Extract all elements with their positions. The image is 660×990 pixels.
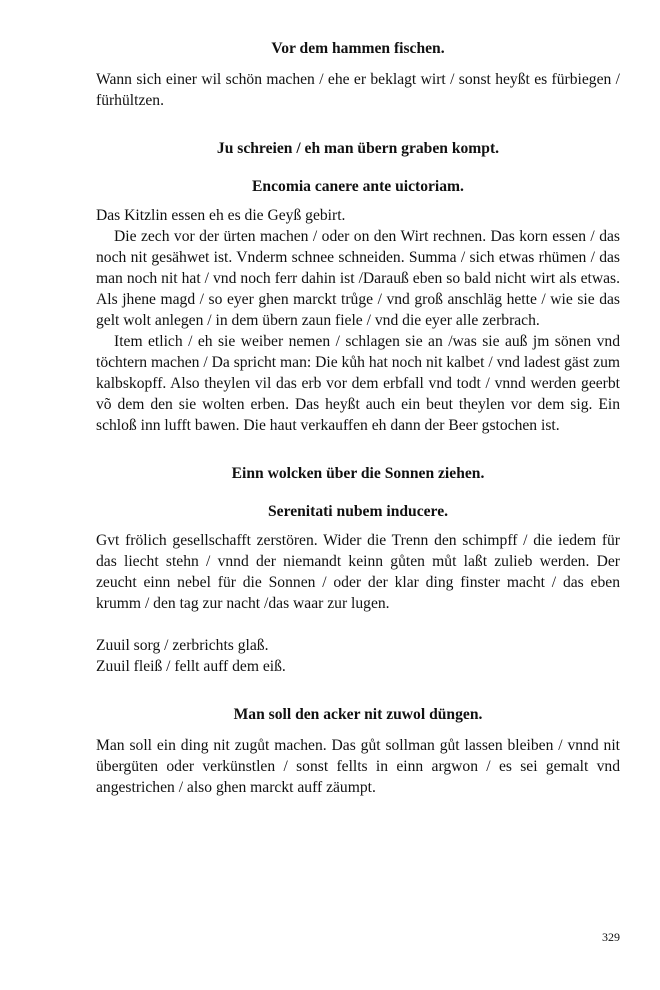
paragraph: Wann sich einer wil schön machen / ehe er beklagt wirt / sonst heyßt es fürbiegen / fürhültzen.	[96, 71, 620, 109]
section-subheading: Serenitati nubem inducere.	[267, 503, 449, 520]
paragraph: Gvt frölich gesellschafft zerstören. Wider die Trenn den schimpff / die iedem für das liecht stehn / vnnd der niemandt keinn gůten můt laßt zulieb werden. Der zeucht einn nebel für die Sonnen / oder der klar ding finster macht / das eben krumm / den tag zur nacht /das waar zur lugen.	[96, 532, 620, 612]
paragraph: Item etlich / eh sie weiber nemen / schlagen sie an /was sie auß jm sönen vnd töchtern machen / Da spricht man: Die kůh hat noch nit kalbet / vnd ladest gäst zum kalbskopff. Also theylen vil das erb vor dem erbfall vnd todt / vnnd werden geerbt võ dem den sie wolten erben. Das heyßt auch ein beut theylen vor dem sig. Ein schloß inn lufft bawen. Die haut verkauffen eh dann der Beer gstochen ist.	[96, 333, 620, 434]
section-heading: Vor dem hammen fischen.	[271, 40, 445, 57]
paragraph: Die zech vor der ürten machen / oder on den Wirt rechnen. Das korn essen / das noch nit gesähwet ist. Vnderm schnee schneiden. Summa / sich etwas rhümen / das man noch nit hat / vnd noch ferr dahin ist /Darauß eben so bald nicht wirt als etwas. Als jhene magd / so eyer ghen marckt trůge / vnd groß anschläg hette / wie sie das gelt wolt anlegen / in dem übern zaun fiele / vnd die eyer alle zerbrach.	[96, 228, 620, 329]
section-heading: Man soll den acker nit zuwol düngen.	[233, 706, 483, 723]
page-body	[96, 38, 620, 798]
section-heading: Einn wolcken über die Sonnen ziehen.	[231, 465, 485, 482]
verse-line: Zuuil fleiß / fellt auff dem eiß.	[96, 658, 286, 675]
paragraph: Man soll ein ding nit zugůt machen. Das gůt sollman gůt lassen bleiben / vnnd nit übergüten oder verkünstlen / sonst fellts in einn argwon / es sei gemalt vnd angestrichen / also ghen marckt auff zäumpt.	[96, 737, 620, 796]
section-subheading: Encomia canere ante uictoriam.	[252, 178, 464, 195]
verse-line: Zuuil sorg / zerbrichts glaß.	[96, 637, 269, 654]
section-heading: Ju schreien / eh man übern graben kompt.	[216, 140, 500, 157]
paragraph: Das Kitzlin essen eh es die Geyß gebirt.	[96, 207, 346, 224]
page-number: 329	[602, 930, 620, 944]
